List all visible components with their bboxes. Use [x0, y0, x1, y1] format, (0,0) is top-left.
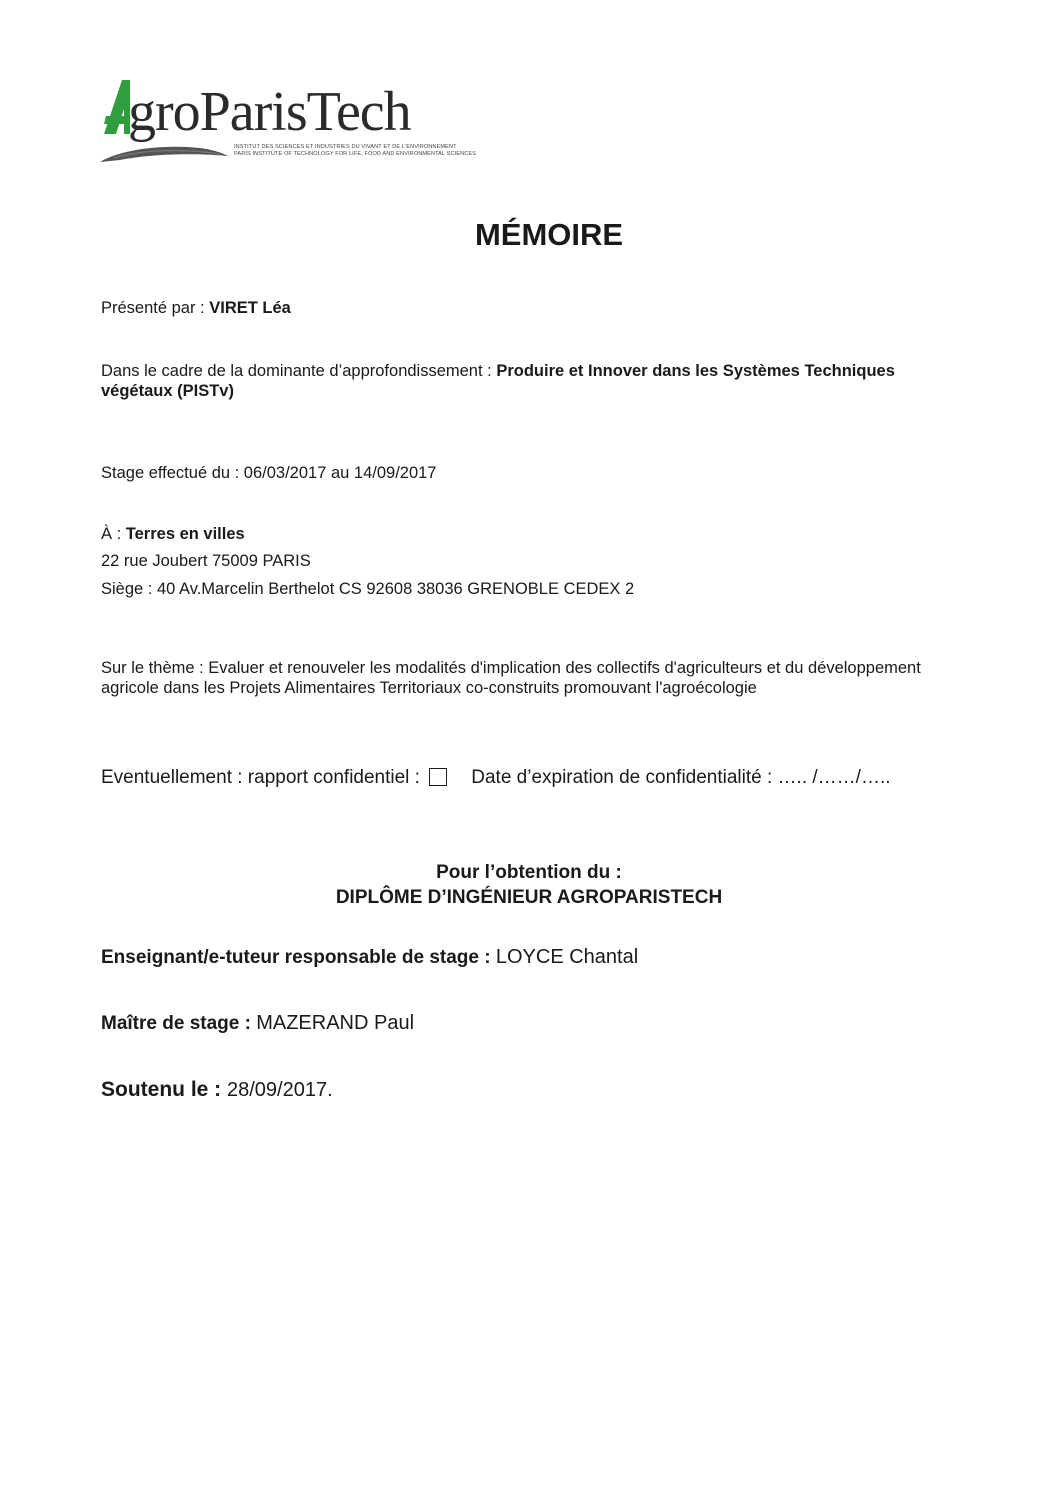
maitre-line: Maître de stage : MAZERAND Paul — [101, 1012, 415, 1034]
dominante: Dans le cadre de la dominante d’approfondissement : Produire et Innover dans les Systèmes Techniques végétaux (PISTv) — [101, 362, 895, 400]
theme: Sur le thème : Evaluer et renouveler les modalités d'implication des collectifs d'agriculteurs et du développement agricole dans les Projets Alimentaires Territoriaux co-construits promouvant l'agroécologie — [101, 659, 921, 697]
dominante-value: Produire et Innover dans les Systèmes Techniques végétaux (PISTv) — [101, 362, 895, 400]
host-name: À : Terres en villes — [101, 525, 245, 543]
obtention-line1: Pour l’obtention du : — [436, 862, 622, 883]
expiration-date: Date d’expiration de confidentialité : ….. /……/….. — [471, 767, 891, 788]
logo-wordmark: groParisTech — [128, 81, 411, 143]
host-address: 22 rue Joubert 75009 PARIS — [101, 552, 311, 570]
tutor-line: Enseignant/e-tuteur responsable de stage : LOYCE Chantal — [101, 946, 639, 968]
obtention-block — [0, 860, 1058, 910]
logo-tagline: INSTITUT DES SCIENCES ET INDUSTRIES DU VIVANT ET DE L'ENVIRONNEMENT PARIS INSTITUTE OF TECHNOLOGY FOR LIFE, FOOD AND ENVIRONMENTAL SCIENCES — [234, 144, 477, 157]
confidential-line — [101, 766, 891, 790]
soutenu-date: 28/09/2017. — [227, 1079, 333, 1101]
maitre-name: MAZERAND Paul — [256, 1012, 415, 1034]
diploma-name: DIPLÔME D’INGÉNIEUR AGROPARISTECH — [335, 887, 723, 908]
author-name: VIRET Léa — [209, 299, 291, 317]
confidential-checkbox[interactable] — [429, 768, 447, 786]
presented-by: Présenté par : VIRET Léa — [101, 299, 291, 317]
confidential-label: Eventuellement : rapport confidentiel : — [101, 767, 420, 788]
agroparistech-logo — [100, 70, 490, 170]
stage-dates: Stage effectué du : 06/03/2017 au 14/09/2017 — [101, 464, 437, 482]
soutenu-line: Soutenu le : 28/09/2017. — [101, 1078, 333, 1101]
host-siege: Siège : 40 Av.Marcelin Berthelot CS 92608 38036 GRENOBLE CEDEX 2 — [101, 580, 635, 598]
document-title: MÉMOIRE — [474, 217, 624, 252]
tutor-name: LOYCE Chantal — [495, 946, 639, 968]
